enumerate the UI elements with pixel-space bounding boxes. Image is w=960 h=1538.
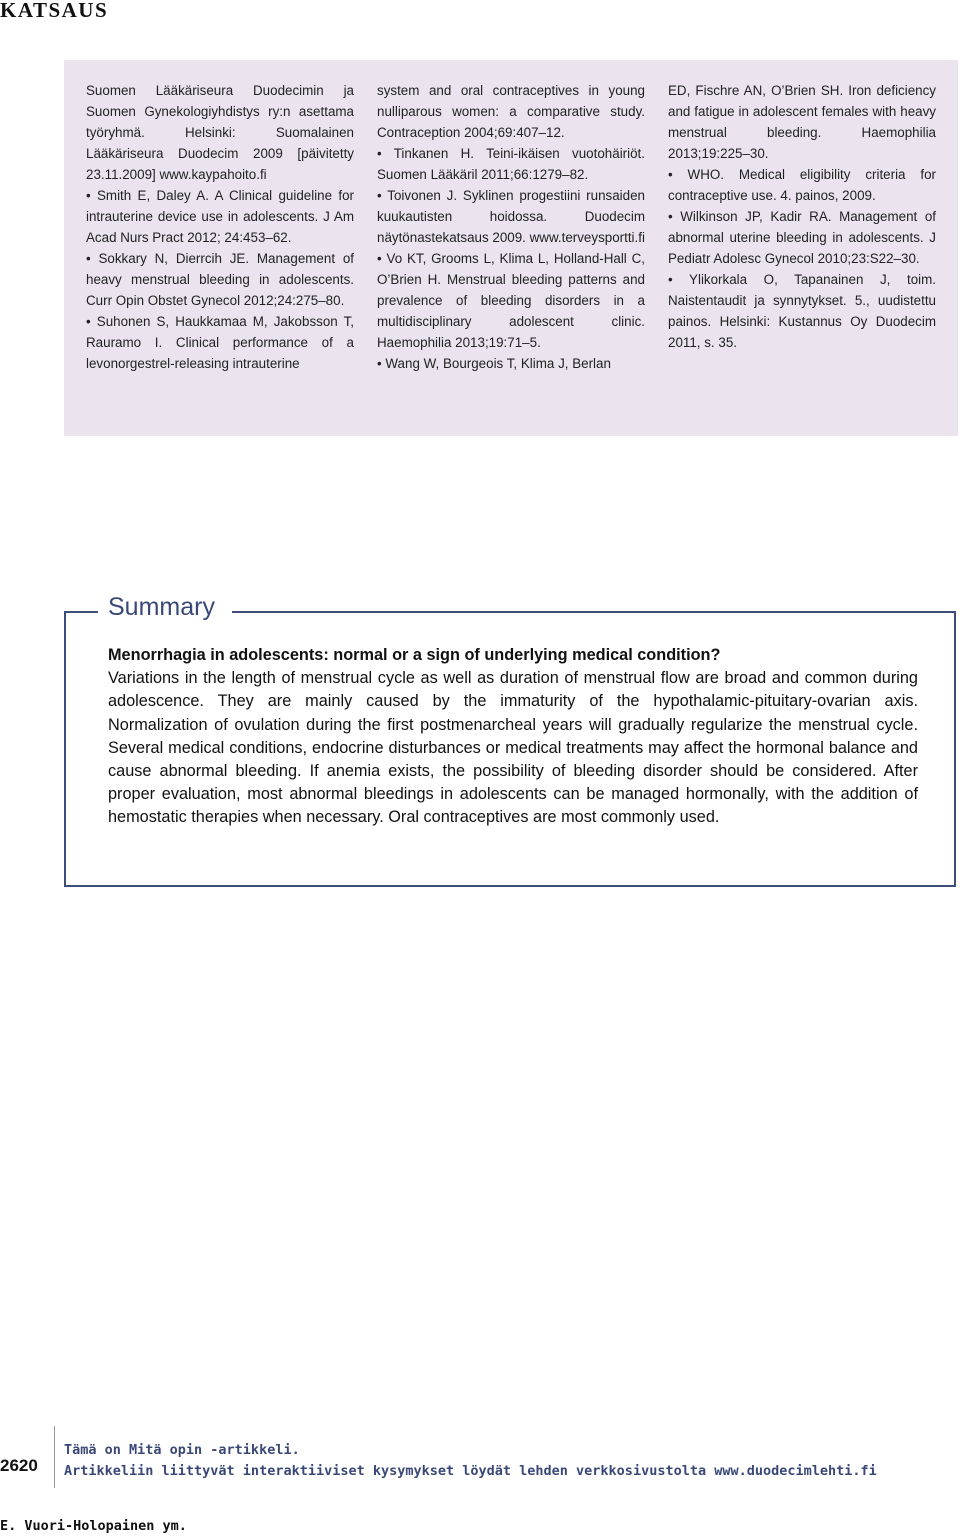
reference-entry: • Vo KT, Grooms L, Klima L, Holland-Hall C, O’Brien H. Menstrual bleeding patterns and prevalence of bleeding disorders in a multidisciplinary adolescent clinic. Haemophilia 2013;19:71–5.	[377, 251, 645, 350]
references-column-1	[86, 80, 354, 374]
reference-entry: • Smith E, Daley A. A Clinical guideline for intrauterine device use in adolescents. J Am Acad Nurs Pract 2012; 24:453–62.	[86, 188, 354, 245]
section-label: KATSAUS	[0, 0, 109, 22]
footer-note-line-1: Tämä on Mitä opin -artikkeli.	[64, 1442, 300, 1458]
summary-text	[108, 644, 918, 830]
summary-title: Summary	[108, 593, 215, 621]
footer-note-line-2: Artikkeliin liittyvät interaktiiviset kysymykset löydät lehden verkkosivustolta www.duodecimlehti.fi	[64, 1463, 877, 1479]
page-number: 2620	[0, 1456, 38, 1475]
references-box	[64, 60, 958, 436]
reference-entry: system and oral contraceptives in young nulliparous women: a comparative study. Contraception 2004;69:407–12.	[377, 83, 645, 140]
reference-entry: • Wilkinson JP, Kadir RA. Management of abnormal uterine bleeding in adolescents. J Pediatr Adolesc Gynecol 2010;23:S22–30.	[668, 209, 936, 266]
reference-entry: • Ylikorkala O, Tapanainen J, toim. Naistentaudit ja synnytykset. 5., uudistettu painos. Helsinki: Kustannus Oy Duodecim 2011, s. 35.	[668, 272, 936, 350]
summary-top-rule-left	[64, 611, 98, 613]
reference-entry: • WHO. Medical eligibility criteria for contraceptive use. 4. painos, 2009.	[668, 167, 936, 203]
reference-entry: Suomen Lääkäriseura Duodecimin ja Suomen Gynekologiyhdistys ry:n asettama työryhmä. Helsinki: Suomalainen Lääkäriseura Duodecim 2009 [päivitetty 23.11.2009] www.kaypahoito.fi	[86, 83, 354, 182]
summary-heading: Menorrhagia in adolescents: normal or a sign of underlying medical condition?	[108, 646, 721, 664]
reference-entry: • Toivonen J. Syklinen progestiini runsaiden kuukautisten hoidossa. Duodecim näytönastekatsaus 2009. www.terveysportti.fi	[377, 188, 645, 245]
reference-entry: • Wang W, Bourgeois T, Klima J, Berlan	[377, 356, 611, 371]
summary-body: Variations in the length of menstrual cycle as well as duration of menstrual flow are broad and common during adolescence. They are mainly caused by the immaturity of the hypothalamic-pituitary-ovarian axis. Normalization of ovulation during the first postmenarcheal years will gradually regularize the menstrual cycle. Several medical conditions, endocrine disturbances or medical treatments may affect the hormonal balance and cause abnormal bleeding. If anemia exists, the possibility of bleeding disorder should be considered. After proper evaluation, most abnormal bleedings in adolescents can be managed hormonally, with the addition of hemostatic therapies when necessary. Oral contraceptives are most commonly used.	[108, 669, 918, 827]
reference-entry: • Sokkary N, Dierrcih JE. Management of heavy menstrual bleeding in adolescents. Curr Opin Obstet Gynecol 2012;24:275–80.	[86, 251, 354, 308]
summary-top-rule-right	[232, 611, 956, 613]
reference-entry: • Suhonen S, Haukkamaa M, Jakobsson T, Rauramo I. Clinical performance of a levonorgestrel-releasing intrauterine	[86, 314, 354, 371]
references-column-2	[377, 80, 645, 374]
author-line: E. Vuori-Holopainen ym.	[0, 1518, 187, 1534]
page-number-divider	[54, 1426, 55, 1488]
footer-note	[64, 1440, 877, 1482]
reference-entry: • Tinkanen H. Teini-ikäisen vuotohäiriöt. Suomen Lääkäril 2011;66:1279–82.	[377, 146, 645, 182]
references-column-3	[668, 80, 936, 353]
reference-entry: ED, Fischre AN, O’Brien SH. Iron deficiency and fatigue in adolescent females with heavy menstrual bleeding. Haemophilia 2013;19:225–30.	[668, 83, 936, 161]
